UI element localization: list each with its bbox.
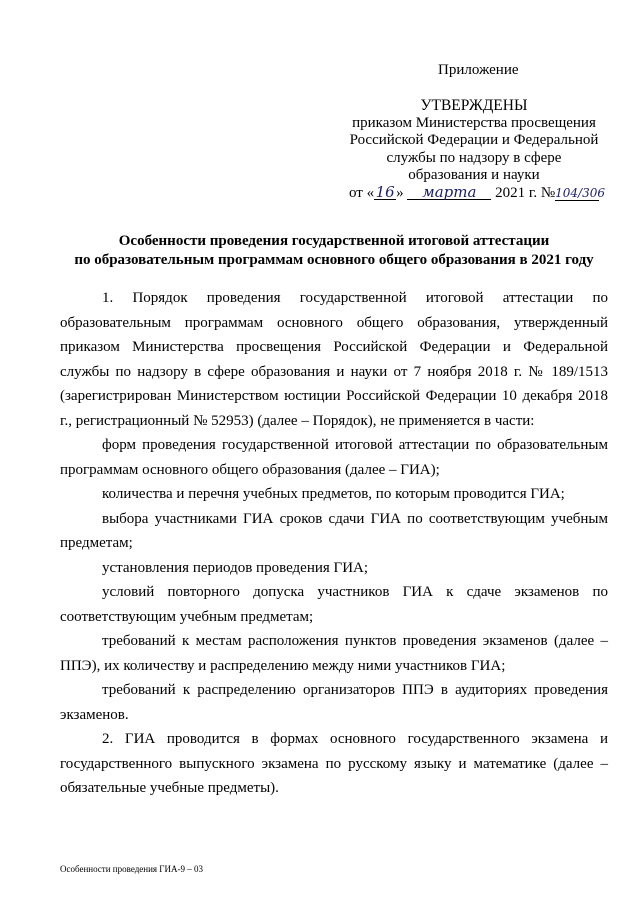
date-day-handwritten: 16 (375, 183, 395, 201)
date-prefix: от (349, 185, 363, 201)
title-line: по образовательным программам основного общего образования в 2021 году (74, 252, 594, 268)
date-year: 2021 г. № (495, 185, 556, 201)
approval-line: Российской Федерации и Федеральной (349, 132, 599, 148)
approval-line: службы по надзору в сфере (386, 149, 562, 166)
document-title (60, 232, 608, 270)
paragraph: количества и перечня учебных предметов, по которым проводится ГИА; (102, 486, 565, 502)
date-month-handwritten: марта (407, 185, 491, 200)
paragraph: требований к местам расположения пунктов проведения экзаменов (далее – ППЭ), их количеству и распределению между ними участников ГИА; (60, 633, 608, 674)
paragraph: требований к распределению организаторов ППЭ в аудиториях проведения экзаменов. (60, 682, 608, 723)
order-date-line: от «16» марта 2021 г. №104/306 (349, 183, 605, 201)
paragraph: форм проведения государственной итоговой аттестации по образовательным программам основного общего образования (далее – ГИА); (60, 437, 608, 478)
paragraph: установления периодов проведения ГИА; (102, 559, 369, 576)
page-footer: Особенности проведения ГИА-9 – 03 (60, 864, 203, 874)
title-line: Особенности проведения государственной итоговой аттестации (118, 233, 550, 249)
paragraph: выбора участниками ГИА сроков сдачи ГИА по соответствующим учебным предметам; (60, 510, 608, 551)
document-body (60, 286, 608, 801)
approval-line: образования и науки (408, 167, 540, 183)
annex-label: Приложение (438, 62, 519, 78)
paragraph: условий повторного допуска участников ГИА к сдаче экзаменов по соответствующим учебным предметам; (60, 584, 608, 625)
order-number-handwritten: 104/306 (555, 186, 605, 200)
paragraph: 2. ГИА проводится в формах основного государственного экзамена и государственного выпускного экзамена по русскому языку и математике (далее – обязательные учебные предметы). (60, 731, 608, 796)
approved-heading: УТВЕРЖДЕНЫ (420, 97, 528, 114)
approval-line: приказом Министерства просвещения (352, 114, 596, 131)
paragraph: 1. Порядок проведения государственной итоговой аттестации по образовательным программам основного общего образования, утвержденный приказом Министерства просвещения Российской Федерации и Федеральной службы по надзору в сфере образования и науки от 7 ноября 2018 г. № 189/1513 (зарегистрирован Министерством юстиции Российской Федерации 10 декабря 2018 г., регистрационный № 52953) (далее – Порядок), не применяется в части: (60, 290, 608, 429)
approval-block (340, 97, 608, 185)
